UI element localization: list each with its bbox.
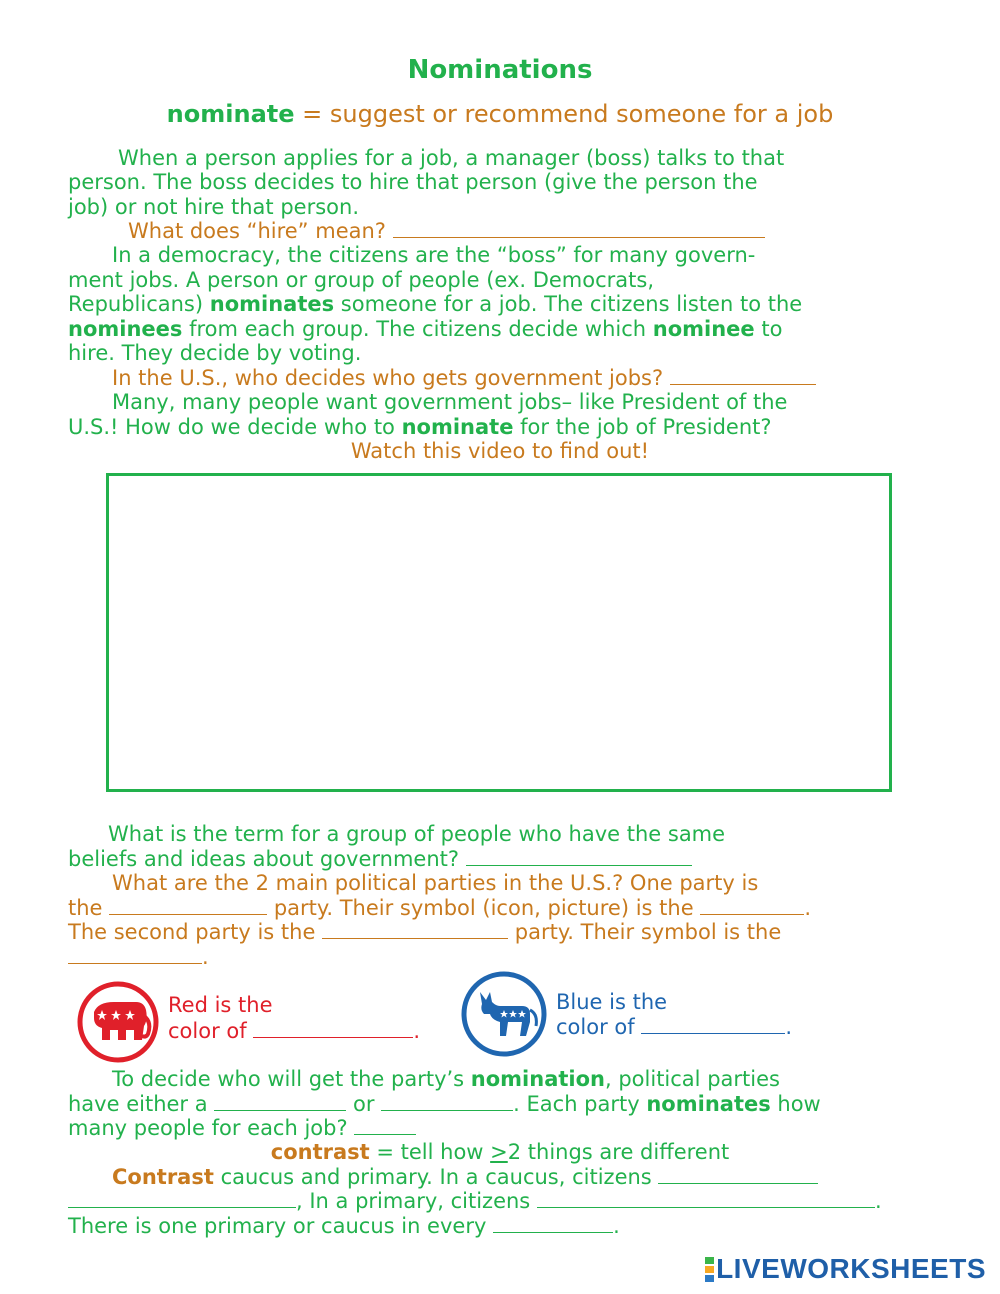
p1-line3: job) or not hire that person. — [68, 195, 359, 219]
main-parties-line1: What are the 2 main political parties in the U.S.? One party is — [112, 871, 759, 895]
period: . — [413, 1019, 421, 1043]
first-party-blank[interactable] — [109, 896, 267, 915]
p5-line3-text: There is one primary or caucus in every — [68, 1214, 487, 1238]
hire-answer-blank[interactable] — [393, 219, 765, 238]
us-question-text: In the U.S., who decides who gets government jobs? — [112, 366, 664, 390]
p4-line1-bold: nomination — [470, 1067, 605, 1091]
p4-line2-e: how — [770, 1092, 821, 1116]
period: . — [613, 1214, 620, 1238]
second-symbol-blank[interactable] — [68, 945, 202, 964]
page-title: Nominations — [407, 55, 593, 85]
main-parties-the: the — [68, 896, 103, 920]
p3-line1: Many, many people want government jobs– like President of the — [112, 390, 788, 414]
p5-line3 — [68, 1214, 620, 1239]
contrast-ge: > — [490, 1140, 508, 1164]
caucus-blank[interactable] — [214, 1092, 346, 1111]
period: . — [804, 896, 811, 920]
us-answer-blank[interactable] — [670, 366, 816, 385]
main-parties-line2 — [68, 896, 811, 921]
p4-line2-bold: nominates — [646, 1092, 771, 1116]
main-parties-line3 — [68, 920, 781, 945]
nominate-definition — [0, 100, 1000, 128]
red-caption-line2 — [168, 1019, 420, 1044]
hire-question-text: What does “hire” mean? — [128, 219, 386, 243]
p4-line2-or: or — [352, 1092, 375, 1116]
republican-elephant-icon — [76, 980, 160, 1064]
blue-caption-line2 — [556, 1015, 792, 1040]
party-question-line1: What is the term for a group of people who have the same — [108, 822, 726, 846]
p2-line4-bold2: nominee — [652, 317, 755, 341]
contrast-definition — [0, 1140, 1000, 1165]
democrat-donkey-icon — [460, 970, 548, 1058]
hire-question — [128, 219, 765, 244]
p2-line4-d: to — [754, 317, 783, 341]
p2-line4-bold1: nominees — [68, 317, 183, 341]
red-caption-text: color of — [168, 1019, 247, 1043]
second-party-text: The second party is the — [68, 920, 316, 944]
first-symbol-blank[interactable] — [700, 896, 804, 915]
p4-line1-a: To decide who will get the party’s — [112, 1067, 471, 1091]
primary-blank[interactable] — [381, 1092, 513, 1111]
period: . — [202, 945, 209, 969]
contrast-rest-b: 2 things are different — [507, 1140, 730, 1164]
contrast-rest-a: = tell how — [369, 1140, 491, 1164]
second-symbol-text: party. Their symbol is the — [514, 920, 782, 944]
p1-line2: person. The boss decides to hire that person (give the person the — [68, 170, 758, 194]
definition-text: = suggest or recommend someone for a job — [294, 100, 834, 128]
p1-line1: When a person applies for a job, a manager (boss) talks to that — [118, 146, 785, 170]
p2-line2: ment jobs. A person or group of people (ex. Democrats, — [68, 268, 655, 292]
video-frame[interactable] — [106, 473, 892, 792]
p2-line5: hire. They decide by voting. — [68, 341, 362, 365]
p2-line3-a: Republicans) — [68, 292, 210, 316]
second-party-blank[interactable] — [322, 920, 508, 939]
p4-line1-c: , political parties — [605, 1067, 780, 1091]
p5-line2 — [68, 1189, 882, 1214]
p4-line2-c: . Each party — [513, 1092, 647, 1116]
p3-line2-a: U.S.! How do we decide who to — [68, 415, 402, 439]
period: . — [785, 1015, 793, 1039]
p4-line2 — [68, 1092, 821, 1117]
p5-line1-b: caucus and primary. In a caucus, citizens — [213, 1165, 652, 1189]
blue-caption-line1: Blue is the — [556, 990, 668, 1014]
every-blank[interactable] — [493, 1214, 613, 1233]
us-question — [112, 366, 816, 391]
p2-line3-c: someone for a job. The citizens listen to the — [334, 292, 803, 316]
p3-line2-bold: nominate — [401, 415, 514, 439]
p2-line3-bold: nominates — [209, 292, 335, 316]
main-parties-line4 — [68, 945, 209, 970]
primary-citizens-blank[interactable] — [537, 1189, 875, 1208]
p4-line3-text: many people for each job? — [68, 1116, 348, 1140]
p3-line2 — [68, 415, 772, 440]
caucus-citizens-blank-2[interactable] — [68, 1189, 296, 1208]
p5-line1 — [112, 1165, 818, 1190]
liveworksheets-brand — [705, 1252, 986, 1286]
p2-line4 — [68, 317, 782, 342]
p4-line1 — [112, 1067, 780, 1092]
period: . — [874, 1189, 882, 1213]
how-many-blank[interactable] — [354, 1116, 416, 1135]
p4-line3 — [68, 1116, 416, 1141]
party-question-text: beliefs and ideas about government? — [68, 847, 460, 871]
main-parties-symbol-text: party. Their symbol (icon, picture) is the — [273, 896, 694, 920]
party-answer-blank[interactable] — [466, 847, 692, 866]
blue-color-blank[interactable] — [641, 1015, 785, 1034]
p2-line4-b: from each group. The citizens decide which — [182, 317, 653, 341]
brand-name: LIVEWORKSHEETS — [716, 1253, 986, 1284]
video-prompt: Watch this video to find out! — [350, 439, 650, 463]
p2-line3 — [68, 292, 802, 317]
p2-line1: In a democracy, the citizens are the “boss” for many govern- — [112, 243, 756, 267]
p3-line2-c: for the job of President? — [513, 415, 772, 439]
p5-line2-text: , In a primary, citizens — [296, 1189, 531, 1213]
p4-line2-a: have either a — [68, 1092, 208, 1116]
red-color-blank[interactable] — [253, 1019, 413, 1038]
blue-caption-text: color of — [556, 1015, 635, 1039]
red-caption-line1: Red is the — [168, 993, 273, 1017]
p5-contrast-bold: Contrast — [112, 1165, 214, 1189]
contrast-term: contrast — [270, 1140, 370, 1164]
caucus-citizens-blank[interactable] — [658, 1165, 818, 1184]
liveworksheets-logo-icon — [705, 1256, 714, 1283]
party-question-line2 — [68, 847, 692, 872]
definition-term: nominate — [166, 100, 295, 128]
